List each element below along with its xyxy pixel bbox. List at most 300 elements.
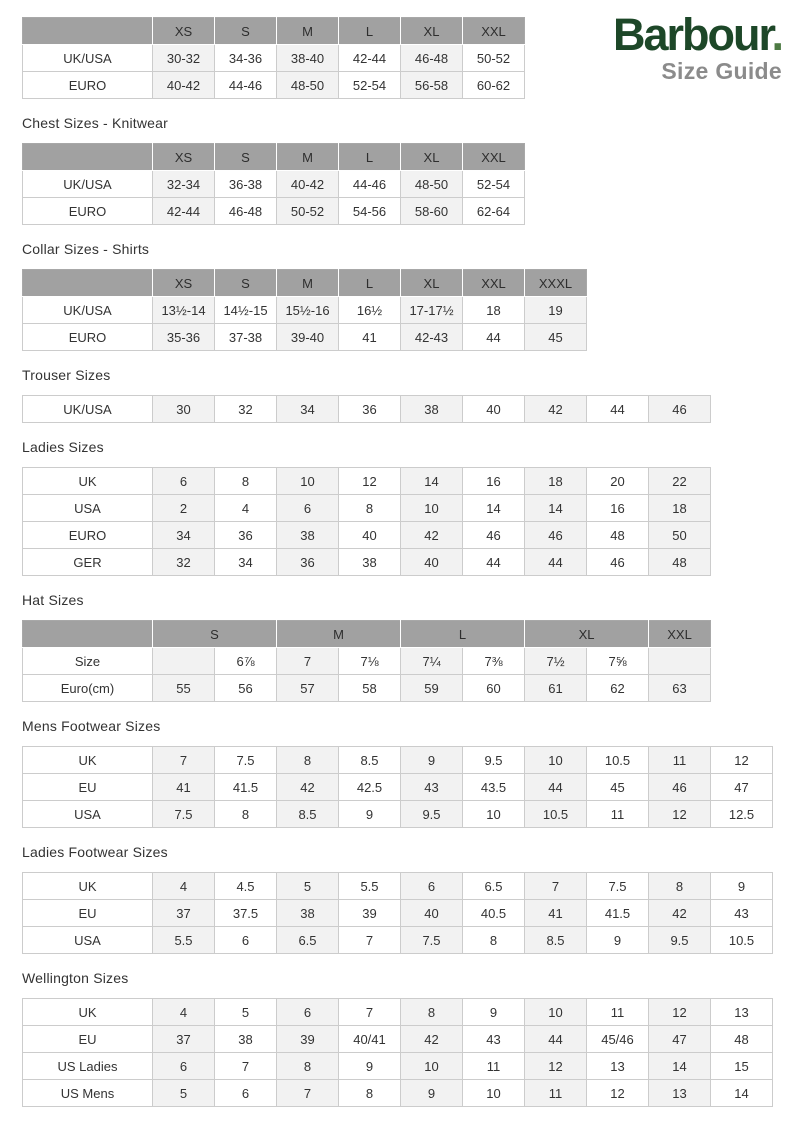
brand-text: Barbour bbox=[612, 9, 772, 60]
value-cell: 34-36 bbox=[215, 45, 277, 72]
value-cell: 54-56 bbox=[339, 198, 401, 225]
value-cell: 39 bbox=[277, 1026, 339, 1053]
table-header-cell: S bbox=[153, 621, 277, 648]
table-header-cell: M bbox=[277, 18, 339, 45]
section-title: Hat Sizes bbox=[22, 592, 84, 608]
value-cell: 58 bbox=[339, 675, 401, 702]
value-cell: 34 bbox=[277, 396, 339, 423]
value-cell: 61 bbox=[525, 675, 587, 702]
table-header-cell: XXXL bbox=[525, 270, 587, 297]
value-cell: 17-17½ bbox=[401, 297, 463, 324]
value-cell: 5 bbox=[153, 1080, 215, 1107]
size-table bbox=[22, 998, 773, 1107]
value-cell: 12 bbox=[649, 801, 711, 828]
value-cell: 41.5 bbox=[215, 774, 277, 801]
value-cell: 42 bbox=[401, 522, 463, 549]
value-cell: 8 bbox=[401, 999, 463, 1026]
value-cell: 60 bbox=[463, 675, 525, 702]
value-cell: 40-42 bbox=[277, 171, 339, 198]
table-row bbox=[23, 873, 773, 900]
value-cell: 7½ bbox=[525, 648, 587, 675]
size-table bbox=[22, 872, 773, 954]
value-cell: 12 bbox=[525, 1053, 587, 1080]
table-row bbox=[23, 774, 773, 801]
value-cell: 18 bbox=[649, 495, 711, 522]
value-cell: 58-60 bbox=[401, 198, 463, 225]
table-row bbox=[23, 675, 711, 702]
value-cell: 4 bbox=[153, 999, 215, 1026]
value-cell: 6 bbox=[215, 927, 277, 954]
value-cell: 44 bbox=[463, 324, 525, 351]
table-header-cell: XS bbox=[153, 144, 215, 171]
value-cell: 48 bbox=[649, 549, 711, 576]
value-cell: 8 bbox=[277, 747, 339, 774]
value-cell: 37-38 bbox=[215, 324, 277, 351]
table-header-cell: XXL bbox=[463, 270, 525, 297]
brand-period: . bbox=[771, 9, 782, 60]
value-cell: 39-40 bbox=[277, 324, 339, 351]
table-header-cell: S bbox=[215, 270, 277, 297]
table-header-cell: XL bbox=[401, 144, 463, 171]
value-cell: 9 bbox=[339, 1053, 401, 1080]
value-cell: 5 bbox=[277, 873, 339, 900]
value-cell: 6.5 bbox=[463, 873, 525, 900]
value-cell: 41.5 bbox=[587, 900, 649, 927]
value-cell: 43 bbox=[401, 774, 463, 801]
value-cell: 8 bbox=[463, 927, 525, 954]
value-cell: 43 bbox=[463, 1026, 525, 1053]
table-row bbox=[23, 495, 711, 522]
value-cell: 12 bbox=[339, 468, 401, 495]
value-cell: 45/46 bbox=[587, 1026, 649, 1053]
value-cell: 44-46 bbox=[339, 171, 401, 198]
size-guide-subtitle: Size Guide bbox=[661, 58, 782, 84]
table-row bbox=[23, 927, 773, 954]
row-label-cell: UK/USA bbox=[23, 171, 153, 198]
value-cell: 38 bbox=[339, 549, 401, 576]
value-cell: 8 bbox=[339, 495, 401, 522]
row-label-cell: EURO bbox=[23, 324, 153, 351]
value-cell: 10 bbox=[401, 1053, 463, 1080]
value-cell: 34 bbox=[153, 522, 215, 549]
value-cell: 16 bbox=[587, 495, 649, 522]
table-row bbox=[23, 396, 711, 423]
value-cell: 16½ bbox=[339, 297, 401, 324]
size-table bbox=[22, 746, 773, 828]
value-cell: 38 bbox=[277, 522, 339, 549]
value-cell: 22 bbox=[649, 468, 711, 495]
table-header-cell bbox=[23, 270, 153, 297]
table-row bbox=[23, 198, 525, 225]
value-cell: 18 bbox=[463, 297, 525, 324]
value-cell: 46 bbox=[649, 774, 711, 801]
value-cell: 10 bbox=[525, 999, 587, 1026]
value-cell: 47 bbox=[711, 774, 773, 801]
value-cell: 44 bbox=[525, 774, 587, 801]
value-cell: 9 bbox=[339, 801, 401, 828]
row-label-cell: US Ladies bbox=[23, 1053, 153, 1080]
table-header-cell bbox=[23, 18, 153, 45]
value-cell: 57 bbox=[277, 675, 339, 702]
value-cell: 7 bbox=[277, 1080, 339, 1107]
value-cell: 2 bbox=[153, 495, 215, 522]
value-cell: 42-44 bbox=[153, 198, 215, 225]
value-cell: 59 bbox=[401, 675, 463, 702]
value-cell: 44-46 bbox=[215, 72, 277, 99]
value-cell: 38 bbox=[277, 900, 339, 927]
section-title: Collar Sizes - Shirts bbox=[22, 241, 150, 257]
value-cell: 63 bbox=[649, 675, 711, 702]
row-label-cell: UK bbox=[23, 468, 153, 495]
value-cell: 39 bbox=[339, 900, 401, 927]
table-header-cell: S bbox=[215, 18, 277, 45]
table-header-row bbox=[23, 270, 587, 297]
table-row bbox=[23, 747, 773, 774]
value-cell: 60-62 bbox=[463, 72, 525, 99]
value-cell: 6.5 bbox=[277, 927, 339, 954]
row-label-cell: EU bbox=[23, 900, 153, 927]
value-cell: 8 bbox=[339, 1080, 401, 1107]
value-cell: 9 bbox=[463, 999, 525, 1026]
value-cell: 10 bbox=[525, 747, 587, 774]
size-table bbox=[22, 143, 525, 225]
value-cell: 11 bbox=[587, 999, 649, 1026]
size-table bbox=[22, 395, 711, 423]
value-cell: 47 bbox=[649, 1026, 711, 1053]
value-cell: 36 bbox=[277, 549, 339, 576]
value-cell: 50-52 bbox=[277, 198, 339, 225]
value-cell: 42.5 bbox=[339, 774, 401, 801]
value-cell: 14 bbox=[401, 468, 463, 495]
value-cell: 44 bbox=[525, 1026, 587, 1053]
value-cell: 52-54 bbox=[463, 171, 525, 198]
value-cell: 32-34 bbox=[153, 171, 215, 198]
row-label-cell: GER bbox=[23, 549, 153, 576]
value-cell: 7.5 bbox=[153, 801, 215, 828]
value-cell: 14½-15 bbox=[215, 297, 277, 324]
value-cell: 48-50 bbox=[401, 171, 463, 198]
value-cell: 5.5 bbox=[153, 927, 215, 954]
table-row bbox=[23, 45, 525, 72]
value-cell: 30-32 bbox=[153, 45, 215, 72]
value-cell: 10 bbox=[463, 801, 525, 828]
value-cell: 7¼ bbox=[401, 648, 463, 675]
row-label-cell: UK bbox=[23, 873, 153, 900]
value-cell: 12.5 bbox=[711, 801, 773, 828]
value-cell: 40 bbox=[339, 522, 401, 549]
value-cell: 15 bbox=[711, 1053, 773, 1080]
value-cell: 48 bbox=[587, 522, 649, 549]
value-cell: 9 bbox=[711, 873, 773, 900]
value-cell: 10 bbox=[463, 1080, 525, 1107]
value-cell: 11 bbox=[649, 747, 711, 774]
value-cell: 48-50 bbox=[277, 72, 339, 99]
table-header-cell: L bbox=[339, 18, 401, 45]
value-cell: 46-48 bbox=[215, 198, 277, 225]
value-cell: 14 bbox=[525, 495, 587, 522]
table-header-cell: XXL bbox=[463, 144, 525, 171]
value-cell: 10.5 bbox=[525, 801, 587, 828]
value-cell: 5 bbox=[215, 999, 277, 1026]
row-label-cell: USA bbox=[23, 927, 153, 954]
value-cell: 43 bbox=[711, 900, 773, 927]
row-label-cell: UK/USA bbox=[23, 396, 153, 423]
value-cell: 6 bbox=[153, 1053, 215, 1080]
row-label-cell: Euro(cm) bbox=[23, 675, 153, 702]
value-cell: 42-44 bbox=[339, 45, 401, 72]
size-table bbox=[22, 467, 711, 576]
table-header-cell: XXL bbox=[649, 621, 711, 648]
value-cell: 10.5 bbox=[587, 747, 649, 774]
value-cell: 6 bbox=[215, 1080, 277, 1107]
value-cell: 13½-14 bbox=[153, 297, 215, 324]
value-cell: 4.5 bbox=[215, 873, 277, 900]
value-cell: 9 bbox=[401, 1080, 463, 1107]
value-cell: 50-52 bbox=[463, 45, 525, 72]
table-header-row bbox=[23, 18, 525, 45]
value-cell: 46 bbox=[525, 522, 587, 549]
row-label-cell: UK bbox=[23, 747, 153, 774]
value-cell: 7 bbox=[339, 927, 401, 954]
value-cell: 40 bbox=[401, 900, 463, 927]
table-header-cell: M bbox=[277, 144, 339, 171]
value-cell: 32 bbox=[215, 396, 277, 423]
value-cell: 44 bbox=[463, 549, 525, 576]
value-cell: 8 bbox=[649, 873, 711, 900]
value-cell: 9.5 bbox=[401, 801, 463, 828]
brand-wordmark bbox=[612, 9, 782, 60]
value-cell: 9.5 bbox=[649, 927, 711, 954]
table-header-cell: S bbox=[215, 144, 277, 171]
table-row bbox=[23, 549, 711, 576]
value-cell: 46 bbox=[587, 549, 649, 576]
value-cell: 12 bbox=[649, 999, 711, 1026]
value-cell: 45 bbox=[525, 324, 587, 351]
table-header-row bbox=[23, 144, 525, 171]
value-cell: 62-64 bbox=[463, 198, 525, 225]
table-header-row bbox=[23, 621, 711, 648]
value-cell: 42 bbox=[649, 900, 711, 927]
value-cell: 38-40 bbox=[277, 45, 339, 72]
value-cell: 46 bbox=[463, 522, 525, 549]
value-cell: 44 bbox=[525, 549, 587, 576]
row-label-cell: USA bbox=[23, 801, 153, 828]
value-cell: 6 bbox=[401, 873, 463, 900]
value-cell: 4 bbox=[215, 495, 277, 522]
value-cell: 10 bbox=[277, 468, 339, 495]
table-row bbox=[23, 1026, 773, 1053]
value-cell: 6 bbox=[277, 495, 339, 522]
row-label-cell: EU bbox=[23, 1026, 153, 1053]
value-cell: 36-38 bbox=[215, 171, 277, 198]
table-row bbox=[23, 900, 773, 927]
value-cell: 32 bbox=[153, 549, 215, 576]
row-label-cell: EURO bbox=[23, 198, 153, 225]
value-cell: 8.5 bbox=[339, 747, 401, 774]
value-cell: 37 bbox=[153, 900, 215, 927]
value-cell: 4 bbox=[153, 873, 215, 900]
value-cell: 8 bbox=[215, 801, 277, 828]
value-cell: 55 bbox=[153, 675, 215, 702]
value-cell: 9 bbox=[401, 747, 463, 774]
table-row bbox=[23, 324, 587, 351]
value-cell: 12 bbox=[711, 747, 773, 774]
value-cell: 7.5 bbox=[215, 747, 277, 774]
value-cell: 43.5 bbox=[463, 774, 525, 801]
table-row bbox=[23, 1053, 773, 1080]
value-cell: 13 bbox=[649, 1080, 711, 1107]
value-cell: 40 bbox=[463, 396, 525, 423]
size-table bbox=[22, 17, 525, 99]
row-label-cell: Size bbox=[23, 648, 153, 675]
value-cell: 37 bbox=[153, 1026, 215, 1053]
value-cell: 15½-16 bbox=[277, 297, 339, 324]
value-cell: 50 bbox=[649, 522, 711, 549]
value-cell: 42 bbox=[401, 1026, 463, 1053]
value-cell: 20 bbox=[587, 468, 649, 495]
value-cell: 13 bbox=[711, 999, 773, 1026]
value-cell: 19 bbox=[525, 297, 587, 324]
section-title: Chest Sizes - Knitwear bbox=[22, 115, 169, 131]
table-row bbox=[23, 999, 773, 1026]
section-title: Wellington Sizes bbox=[22, 970, 129, 986]
table-row bbox=[23, 801, 773, 828]
value-cell: 40/41 bbox=[339, 1026, 401, 1053]
size-table bbox=[22, 269, 587, 351]
table-row bbox=[23, 297, 587, 324]
value-cell: 38 bbox=[215, 1026, 277, 1053]
value-cell: 14 bbox=[711, 1080, 773, 1107]
section-title: Ladies Sizes bbox=[22, 439, 104, 455]
section-title: Trouser Sizes bbox=[22, 367, 111, 383]
value-cell: 11 bbox=[525, 1080, 587, 1107]
value-cell: 18 bbox=[525, 468, 587, 495]
table-header-cell: M bbox=[277, 270, 339, 297]
table-header-cell: XXL bbox=[463, 18, 525, 45]
brand-logo bbox=[612, 9, 782, 84]
value-cell: 9 bbox=[587, 927, 649, 954]
value-cell bbox=[649, 648, 711, 675]
table-row bbox=[23, 648, 711, 675]
value-cell: 40 bbox=[401, 549, 463, 576]
value-cell: 30 bbox=[153, 396, 215, 423]
value-cell: 8.5 bbox=[277, 801, 339, 828]
row-label-cell: USA bbox=[23, 495, 153, 522]
value-cell: 42 bbox=[277, 774, 339, 801]
value-cell: 10 bbox=[401, 495, 463, 522]
value-cell: 48 bbox=[711, 1026, 773, 1053]
table-header-cell: XL bbox=[401, 18, 463, 45]
value-cell: 7 bbox=[339, 999, 401, 1026]
value-cell: 7 bbox=[277, 648, 339, 675]
value-cell: 7 bbox=[215, 1053, 277, 1080]
value-cell: 52-54 bbox=[339, 72, 401, 99]
value-cell: 11 bbox=[463, 1053, 525, 1080]
value-cell: 14 bbox=[649, 1053, 711, 1080]
value-cell: 16 bbox=[463, 468, 525, 495]
value-cell: 7⅝ bbox=[587, 648, 649, 675]
value-cell: 7⅛ bbox=[339, 648, 401, 675]
value-cell: 7 bbox=[153, 747, 215, 774]
value-cell: 45 bbox=[587, 774, 649, 801]
value-cell: 6⅞ bbox=[215, 648, 277, 675]
table-header-cell: XL bbox=[525, 621, 649, 648]
table-header-cell: XS bbox=[153, 270, 215, 297]
size-table bbox=[22, 620, 711, 702]
value-cell: 9.5 bbox=[463, 747, 525, 774]
value-cell: 37.5 bbox=[215, 900, 277, 927]
value-cell: 41 bbox=[525, 900, 587, 927]
value-cell: 12 bbox=[587, 1080, 649, 1107]
value-cell: 35-36 bbox=[153, 324, 215, 351]
value-cell bbox=[153, 648, 215, 675]
table-row bbox=[23, 522, 711, 549]
value-cell: 56-58 bbox=[401, 72, 463, 99]
table-row bbox=[23, 72, 525, 99]
value-cell: 36 bbox=[339, 396, 401, 423]
row-label-cell: EURO bbox=[23, 522, 153, 549]
row-label-cell: UK/USA bbox=[23, 297, 153, 324]
value-cell: 8 bbox=[277, 1053, 339, 1080]
row-label-cell: EURO bbox=[23, 72, 153, 99]
value-cell: 6 bbox=[153, 468, 215, 495]
value-cell: 42 bbox=[525, 396, 587, 423]
row-label-cell: US Mens bbox=[23, 1080, 153, 1107]
value-cell: 46-48 bbox=[401, 45, 463, 72]
value-cell: 7.5 bbox=[401, 927, 463, 954]
value-cell: 44 bbox=[587, 396, 649, 423]
value-cell: 46 bbox=[649, 396, 711, 423]
table-header-cell bbox=[23, 144, 153, 171]
row-label-cell: UK/USA bbox=[23, 45, 153, 72]
table-header-cell: L bbox=[339, 270, 401, 297]
section-title: Mens Footwear Sizes bbox=[22, 718, 161, 734]
value-cell: 5.5 bbox=[339, 873, 401, 900]
table-row bbox=[23, 171, 525, 198]
table-header-cell: XL bbox=[401, 270, 463, 297]
value-cell: 41 bbox=[339, 324, 401, 351]
value-cell: 7⅜ bbox=[463, 648, 525, 675]
value-cell: 41 bbox=[153, 774, 215, 801]
value-cell: 8.5 bbox=[525, 927, 587, 954]
table-header-cell: L bbox=[339, 144, 401, 171]
row-label-cell: UK bbox=[23, 999, 153, 1026]
section-title: Ladies Footwear Sizes bbox=[22, 844, 168, 860]
row-label-cell: EU bbox=[23, 774, 153, 801]
value-cell: 42-43 bbox=[401, 324, 463, 351]
value-cell: 40-42 bbox=[153, 72, 215, 99]
value-cell: 10.5 bbox=[711, 927, 773, 954]
table-header-cell bbox=[23, 621, 153, 648]
value-cell: 62 bbox=[587, 675, 649, 702]
value-cell: 14 bbox=[463, 495, 525, 522]
value-cell: 11 bbox=[587, 801, 649, 828]
value-cell: 8 bbox=[215, 468, 277, 495]
table-header-cell: L bbox=[401, 621, 525, 648]
value-cell: 7.5 bbox=[587, 873, 649, 900]
table-header-cell: M bbox=[277, 621, 401, 648]
value-cell: 34 bbox=[215, 549, 277, 576]
table-header-cell: XS bbox=[153, 18, 215, 45]
value-cell: 38 bbox=[401, 396, 463, 423]
value-cell: 36 bbox=[215, 522, 277, 549]
value-cell: 56 bbox=[215, 675, 277, 702]
table-row bbox=[23, 1080, 773, 1107]
value-cell: 7 bbox=[525, 873, 587, 900]
table-row bbox=[23, 468, 711, 495]
value-cell: 6 bbox=[277, 999, 339, 1026]
value-cell: 40.5 bbox=[463, 900, 525, 927]
